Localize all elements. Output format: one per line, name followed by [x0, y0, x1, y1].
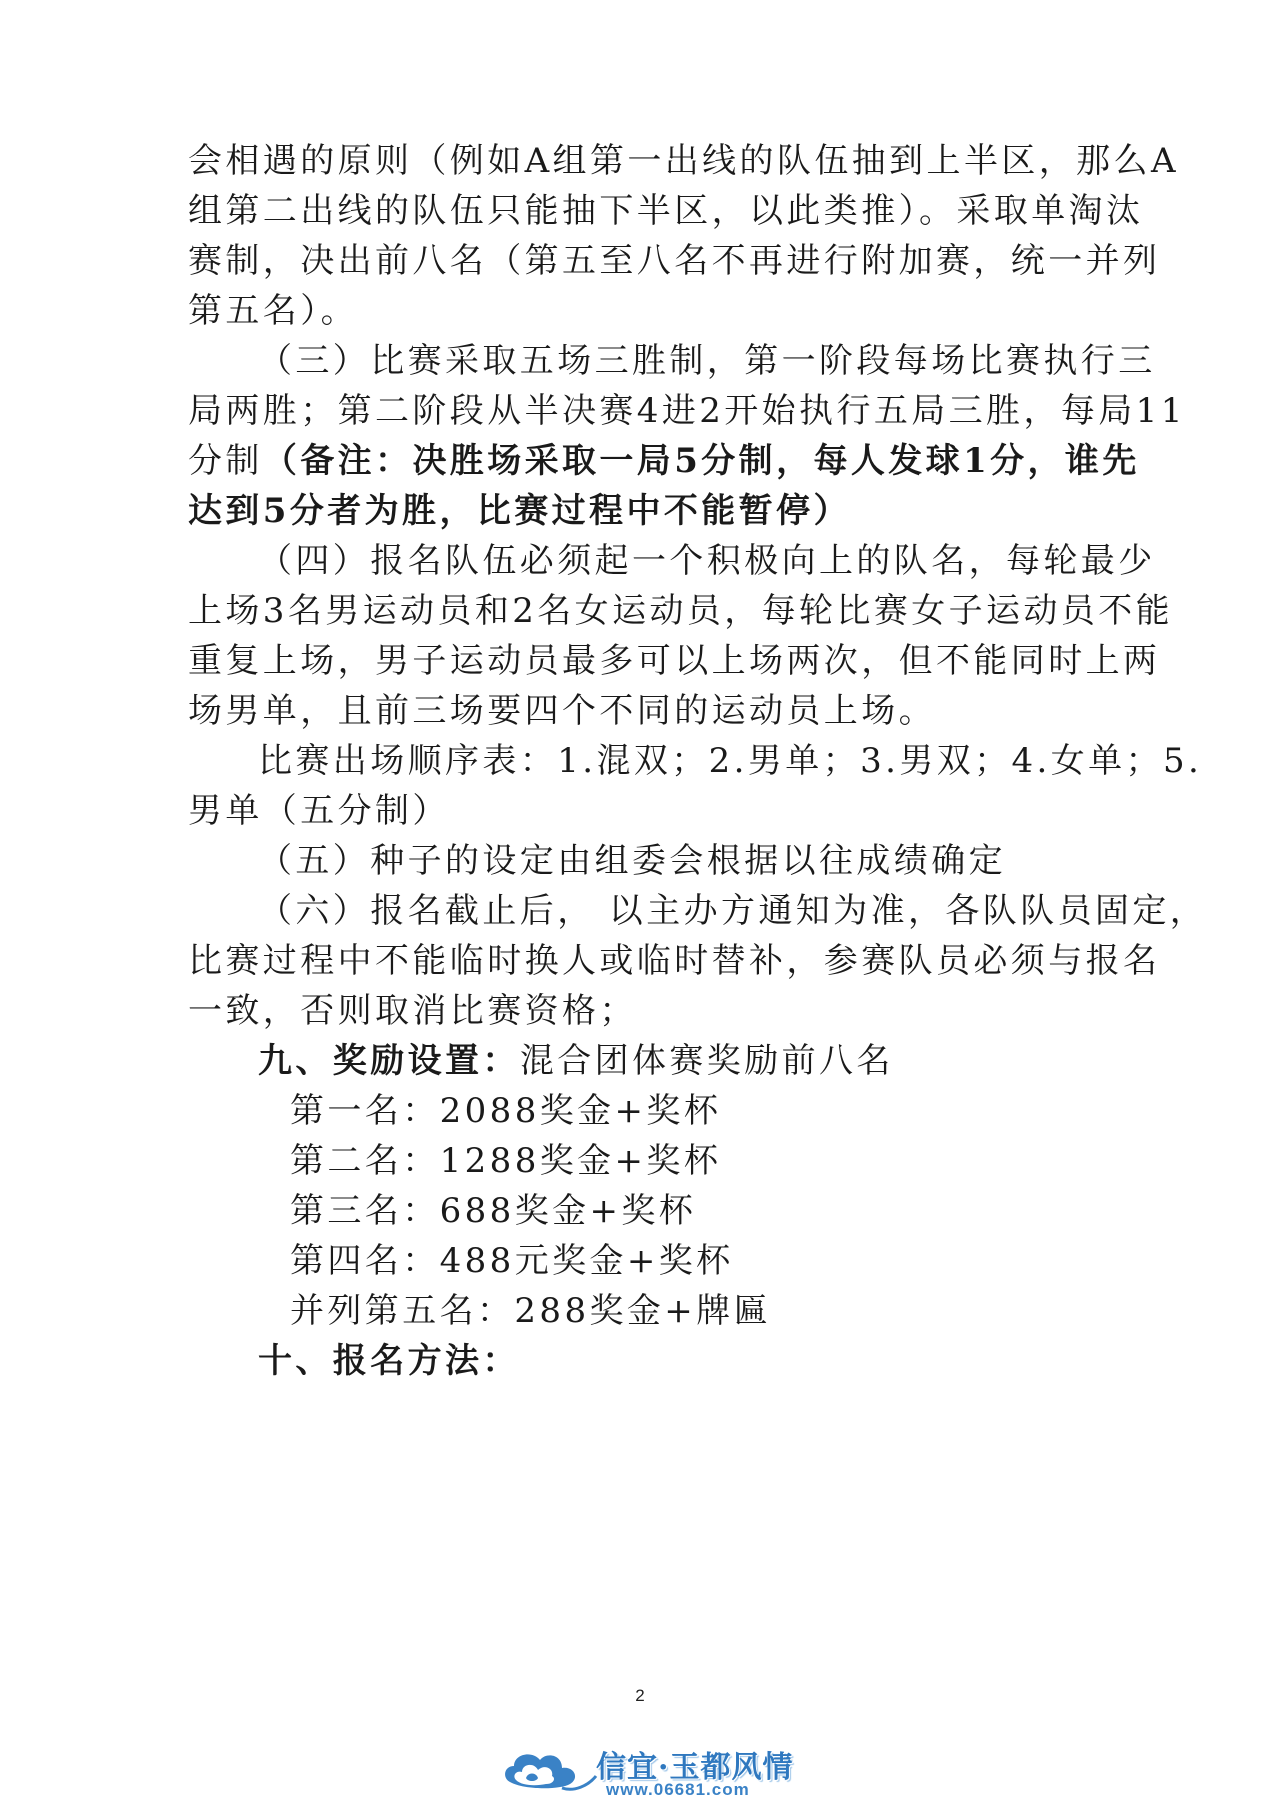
clause-4-line-4: 场男单，且前三场要四个不同的运动员上场。	[188, 691, 936, 731]
watermark-title: 信宜·玉都风情	[596, 1750, 794, 1785]
clause-6-line-2: 比赛过程中不能临时换人或临时替补，参赛队员必须与报名	[188, 941, 1161, 981]
body-line-1: 会相遇的原则（例如A组第一出线的队伍抽到上半区，那么A	[188, 141, 1179, 181]
page-number: 2	[635, 1686, 645, 1705]
clause-5-line: （五）种子的设定由组委会根据以往成绩确定	[258, 841, 1006, 881]
body-line-3: 赛制，决出前八名（第五至八名不再进行附加赛，统一并列	[188, 241, 1161, 281]
clause-4-line-1: （四）报名队伍必须起一个积极向上的队名，每轮最少	[258, 541, 1156, 581]
section-9-text: 混合团体赛奖励前八名	[519, 1041, 894, 1081]
clause-3-line-1: （三）比赛采取五场三胜制，第一阶段每场比赛执行三	[258, 341, 1156, 381]
prize-2: 第二名：1288奖金+奖杯	[290, 1141, 722, 1181]
clause-3-line-2: 局两胜；第二阶段从半决赛4进2开始执行五局三胜，每局11	[188, 391, 1186, 431]
clause-6-line-1: （六）报名截止后， 以主办方通知为准，各队队员固定，	[258, 891, 1208, 931]
prize-3: 第三名：688奖金+奖杯	[290, 1191, 697, 1231]
prize-5: 并列第五名：288奖金+牌匾	[290, 1291, 771, 1331]
clause-3-text: 分制	[188, 441, 263, 481]
site-watermark	[500, 1742, 800, 1802]
clause-3-line-3	[188, 441, 1140, 481]
section-10-heading: 十、报名方法：	[258, 1341, 520, 1381]
section-9-line	[258, 1041, 894, 1081]
body-line-4: 第五名）。	[188, 291, 358, 331]
prize-1: 第一名：2088奖金+奖杯	[290, 1091, 722, 1131]
clause-3-note-line-2: 达到5分者为胜，比赛过程中不能暂停）	[188, 491, 851, 531]
cloud-logo-icon	[500, 1742, 600, 1802]
order-line-2: 男单（五分制）	[188, 791, 450, 831]
body-line-2: 组第二出线的队伍只能抽下半区，以此类推）。采取单淘汰	[188, 191, 1144, 231]
section-9-heading: 九、奖励设置：	[258, 1041, 520, 1081]
watermark-url: www.06681.com	[606, 1780, 750, 1799]
prize-4: 第四名：488元奖金+奖杯	[290, 1241, 734, 1281]
clause-3-note: （备注：决胜场采取一局5分制，每人发球1分，谁先	[262, 441, 1140, 481]
clause-4-line-3: 重复上场，男子运动员最多可以上场两次，但不能同时上两	[188, 641, 1161, 681]
clause-4-line-2: 上场3名男运动员和2名女运动员，每轮比赛女子运动员不能	[188, 591, 1174, 631]
clause-6-line-3: 一致，否则取消比赛资格；	[188, 991, 637, 1031]
order-line-1: 比赛出场顺序表：1.混双；2.男单；3.男双；4.女单；5.	[258, 741, 1203, 781]
